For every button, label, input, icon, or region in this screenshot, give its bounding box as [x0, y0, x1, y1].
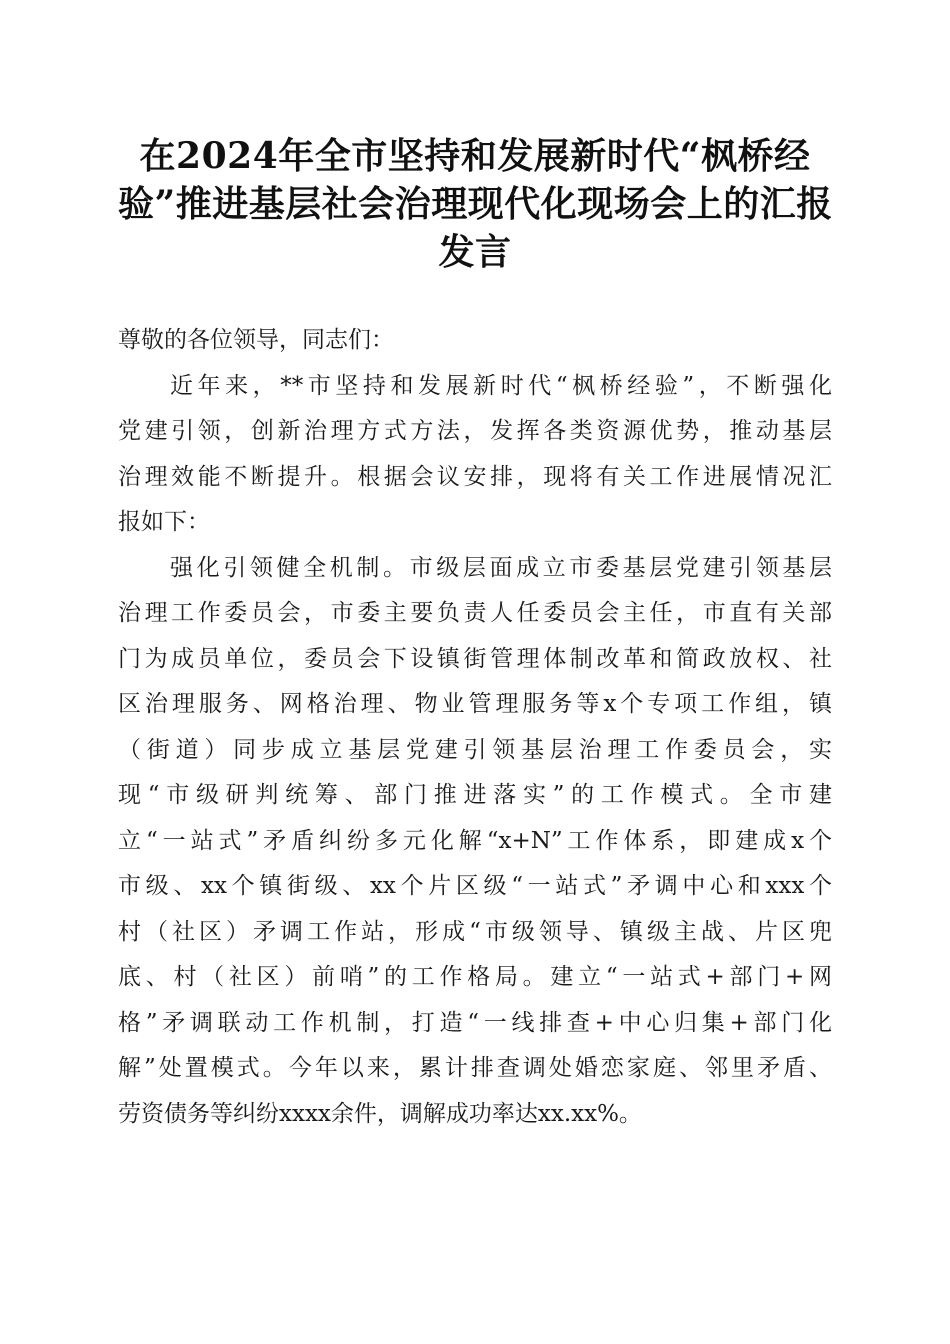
paragraph-line: 劳资债务等纠纷xxxx余件，调解成功率达xx.xx%。 [118, 1100, 642, 1127]
paragraph-line: 村（社区）矛调工作站，形成“市级领导、镇级主战、片区兜 [118, 918, 832, 945]
document-body [118, 318, 832, 1137]
paragraph-line: 近年来，**市坚持和发展新时代“枫桥经验”，不断强化 [170, 372, 832, 399]
paragraph-line: 市级、xx个镇街级、xx个片区级“一站式”矛调中心和xxx个 [118, 873, 832, 899]
paragraph-mechanism [118, 546, 832, 1138]
title-line: 验”推进基层社会治理现代化现场会上的汇报 [118, 183, 833, 225]
paragraph-line: 治理效能不断提升。根据会议安排，现将有关工作进展情况汇 [118, 463, 832, 490]
paragraph-line: 解”处置模式。今年以来，累计排查调处婚恋家庭、邻里矛盾、 [118, 1055, 832, 1081]
paragraph-line: 区治理服务、网格治理、物业管理服务等x个专项工作组，镇 [118, 691, 832, 717]
title-line: 在2024年全市坚持和发展新时代“枫桥经 [139, 135, 811, 177]
title-line: 发言 [438, 231, 512, 273]
paragraph-line: （街道）同步成立基层党建引领基层治理工作委员会，实 [118, 736, 832, 763]
paragraph-intro [118, 364, 832, 546]
paragraph-line: 强化引领健全机制。市级层面成立市委基层党建引领基层 [170, 554, 832, 581]
paragraph-line: 底、村（社区）前哨”的工作格局。建立“一站式+部门+网 [118, 964, 832, 990]
paragraph-line: 门为成员单位，委员会下设镇街管理体制改革和简政放权、社 [118, 645, 832, 672]
paragraph-line: 治理工作委员会，市委主要负责人任委员会主任，市直有关部 [118, 600, 832, 626]
paragraph-line: 格”矛调联动工作机制，打造“一线排查+中心归集+部门化 [118, 1009, 832, 1036]
document-title [118, 132, 832, 276]
paragraph-line: 党建引领，创新治理方式方法，发挥各类资源优势，推动基层 [118, 418, 832, 444]
paragraph-line: 报如下： [118, 509, 210, 535]
paragraph-line: 现“市级研判统筹、部门推进落实”的工作模式。全市建 [118, 782, 832, 808]
paragraph-line: 立“一站式”矛盾纠纷多元化解“x+N”工作体系，即建成x个 [118, 827, 832, 854]
salutation: 尊敬的各位领导，同志们： [118, 327, 394, 353]
